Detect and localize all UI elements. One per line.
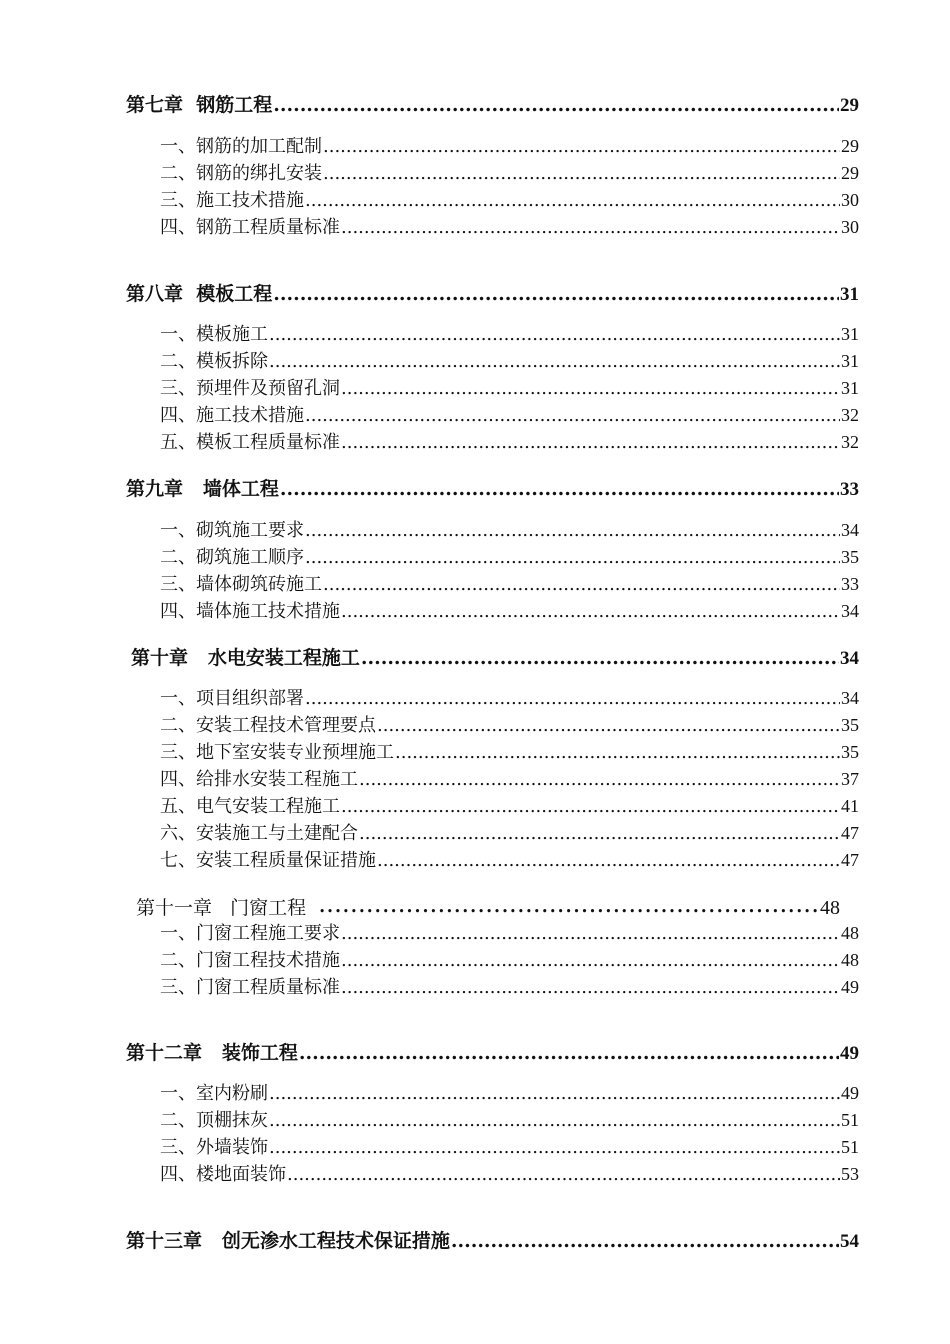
toc-section[interactable] [160, 160, 859, 186]
toc-section[interactable] [160, 517, 859, 543]
dot-leader [269, 1081, 840, 1107]
dot-leader [341, 975, 840, 1001]
page-number: 49 [840, 1043, 859, 1064]
toc-section[interactable] [160, 947, 859, 973]
dot-leader [341, 376, 840, 402]
page-number: 41 [841, 796, 859, 816]
section-title: 四、钢筋工程质量标准 [160, 217, 340, 238]
page-number: 54 [840, 1231, 859, 1252]
dot-leader [269, 1108, 840, 1134]
chapter-title: 第十章 水电安装工程施工 [131, 647, 360, 669]
dot-leader [305, 403, 840, 429]
dot-leader [377, 848, 840, 874]
toc-section[interactable] [160, 820, 859, 846]
dot-leader [359, 767, 840, 793]
section-title: 一、模板施工 [160, 324, 268, 345]
toc-section[interactable] [160, 847, 859, 873]
toc-chapter-9[interactable] [126, 476, 859, 502]
page-number: 31 [841, 324, 859, 344]
page-number: 48 [841, 950, 859, 970]
toc-section[interactable] [160, 1107, 859, 1133]
page-number: 30 [841, 190, 859, 210]
page-number: 31 [840, 284, 859, 305]
chapter-title: 第八章 模板工程 [126, 283, 273, 305]
dot-leader [341, 215, 840, 241]
page-number: 35 [841, 547, 859, 567]
page-number: 51 [841, 1137, 859, 1157]
toc-section[interactable] [160, 133, 859, 159]
page-number: 33 [840, 479, 859, 500]
toc-section[interactable] [160, 1080, 859, 1106]
toc-chapter-11[interactable] [136, 895, 840, 921]
dot-leader [359, 821, 840, 847]
toc-section[interactable] [160, 685, 859, 711]
toc-section[interactable] [160, 214, 859, 240]
toc-chapter-12[interactable] [126, 1040, 859, 1066]
chapter-title: 第十一章 门窗工程 [136, 897, 319, 919]
dot-leader [269, 322, 840, 348]
toc-section[interactable] [160, 402, 859, 428]
dot-leader [323, 572, 840, 598]
dot-leader [269, 1135, 840, 1161]
toc-section[interactable] [160, 920, 859, 946]
section-title: 二、顶棚抹灰 [160, 1110, 268, 1131]
section-title: 三、地下室安装专业预埋施工 [160, 742, 394, 763]
toc-section[interactable] [160, 739, 859, 765]
toc-section[interactable] [160, 348, 859, 374]
section-title: 三、门窗工程质量标准 [160, 977, 340, 998]
dot-leader [451, 1228, 839, 1254]
page-number: 30 [841, 217, 859, 237]
dot-leader [273, 281, 839, 307]
section-title: 七、安装工程质量保证措施 [160, 850, 376, 871]
section-title: 三、施工技术措施 [160, 190, 304, 211]
toc-section[interactable] [160, 974, 859, 1000]
dot-leader [361, 645, 839, 671]
page-number: 34 [841, 688, 859, 708]
dot-leader [269, 349, 840, 375]
toc-section[interactable] [160, 712, 859, 738]
page-number: 29 [840, 95, 859, 116]
toc-chapter-8[interactable] [126, 281, 859, 307]
section-title: 五、模板工程质量标准 [160, 432, 340, 453]
dot-leader [377, 713, 840, 739]
dot-leader [305, 686, 840, 712]
section-title: 二、安装工程技术管理要点 [160, 715, 376, 736]
toc-chapter-13[interactable] [126, 1228, 859, 1254]
toc-section[interactable] [160, 1134, 859, 1160]
page-number: 29 [841, 163, 859, 183]
section-title: 三、预埋件及预留孔洞 [160, 378, 340, 399]
page-number: 47 [841, 850, 859, 870]
chapter-title: 第十二章 装饰工程 [126, 1042, 298, 1064]
dot-leader [299, 1040, 839, 1066]
section-title: 一、砌筑施工要求 [160, 520, 304, 541]
section-title: 四、墙体施工技术措施 [160, 601, 340, 622]
page-number: 48 [841, 923, 859, 943]
dot-leader [341, 599, 840, 625]
page-number: 32 [841, 405, 859, 425]
page-number: 51 [841, 1110, 859, 1130]
toc-section[interactable] [160, 598, 859, 624]
dot-leader [341, 921, 840, 947]
dot-leader [341, 430, 840, 456]
page-number: 48 [820, 897, 840, 919]
section-title: 一、室内粉刷 [160, 1083, 268, 1104]
section-title: 一、项目组织部署 [160, 688, 304, 709]
page-number: 49 [841, 977, 859, 997]
page-number: 35 [841, 742, 859, 762]
section-title: 三、外墙装饰 [160, 1137, 268, 1158]
section-title: 二、门窗工程技术措施 [160, 950, 340, 971]
section-title: 四、给排水安装工程施工 [160, 769, 358, 790]
toc-section[interactable] [160, 544, 859, 570]
chapter-title: 第九章 墙体工程 [126, 478, 279, 500]
toc-section[interactable] [160, 1161, 859, 1187]
dot-leader [305, 188, 840, 214]
dot-leader [280, 476, 839, 502]
toc-section[interactable] [160, 793, 859, 819]
dot-leader [273, 92, 839, 118]
page-number: 53 [841, 1164, 859, 1184]
page-number: 34 [840, 648, 859, 669]
dot-leader [323, 134, 840, 160]
toc-section[interactable] [160, 766, 859, 792]
page-number: 31 [841, 351, 859, 371]
page-number: 35 [841, 715, 859, 735]
dot-leader [287, 1162, 840, 1188]
dot-leader [305, 545, 840, 571]
page-number: 34 [841, 601, 859, 621]
chapter-title: 第七章 钢筋工程 [126, 94, 273, 116]
section-title: 四、施工技术措施 [160, 405, 304, 426]
section-title: 二、砌筑施工顺序 [160, 547, 304, 568]
dot-leader [323, 161, 840, 187]
toc-section[interactable] [160, 429, 859, 455]
toc-section[interactable] [160, 187, 859, 213]
section-title: 二、模板拆除 [160, 351, 268, 372]
page-number: 32 [841, 432, 859, 452]
page-number: 34 [841, 520, 859, 540]
dot-leader [341, 794, 840, 820]
page-number: 31 [841, 378, 859, 398]
toc-section[interactable] [160, 375, 859, 401]
page-number: 49 [841, 1083, 859, 1103]
dot-leader [395, 740, 840, 766]
section-title: 六、安装施工与土建配合 [160, 823, 358, 844]
section-title: 二、钢筋的绑扎安装 [160, 163, 322, 184]
chapter-title: 第十三章 创无渗水工程技术保证措施 [126, 1230, 450, 1252]
section-title: 五、电气安装工程施工 [160, 796, 340, 817]
dot-leader [305, 518, 840, 544]
toc-section[interactable] [160, 571, 859, 597]
section-title: 四、楼地面装饰 [160, 1164, 286, 1185]
page-number: 33 [841, 574, 859, 594]
page-number: 37 [841, 769, 859, 789]
section-title: 三、墙体砌筑砖施工 [160, 574, 322, 595]
dot-leader [341, 948, 840, 974]
toc-chapter-7[interactable] [126, 92, 859, 118]
toc-section[interactable] [160, 321, 859, 347]
page-number: 47 [841, 823, 859, 843]
section-title: 一、门窗工程施工要求 [160, 923, 340, 944]
page-number: 29 [841, 136, 859, 156]
section-title: 一、钢筋的加工配制 [160, 136, 322, 157]
toc-chapter-10[interactable] [131, 645, 859, 671]
